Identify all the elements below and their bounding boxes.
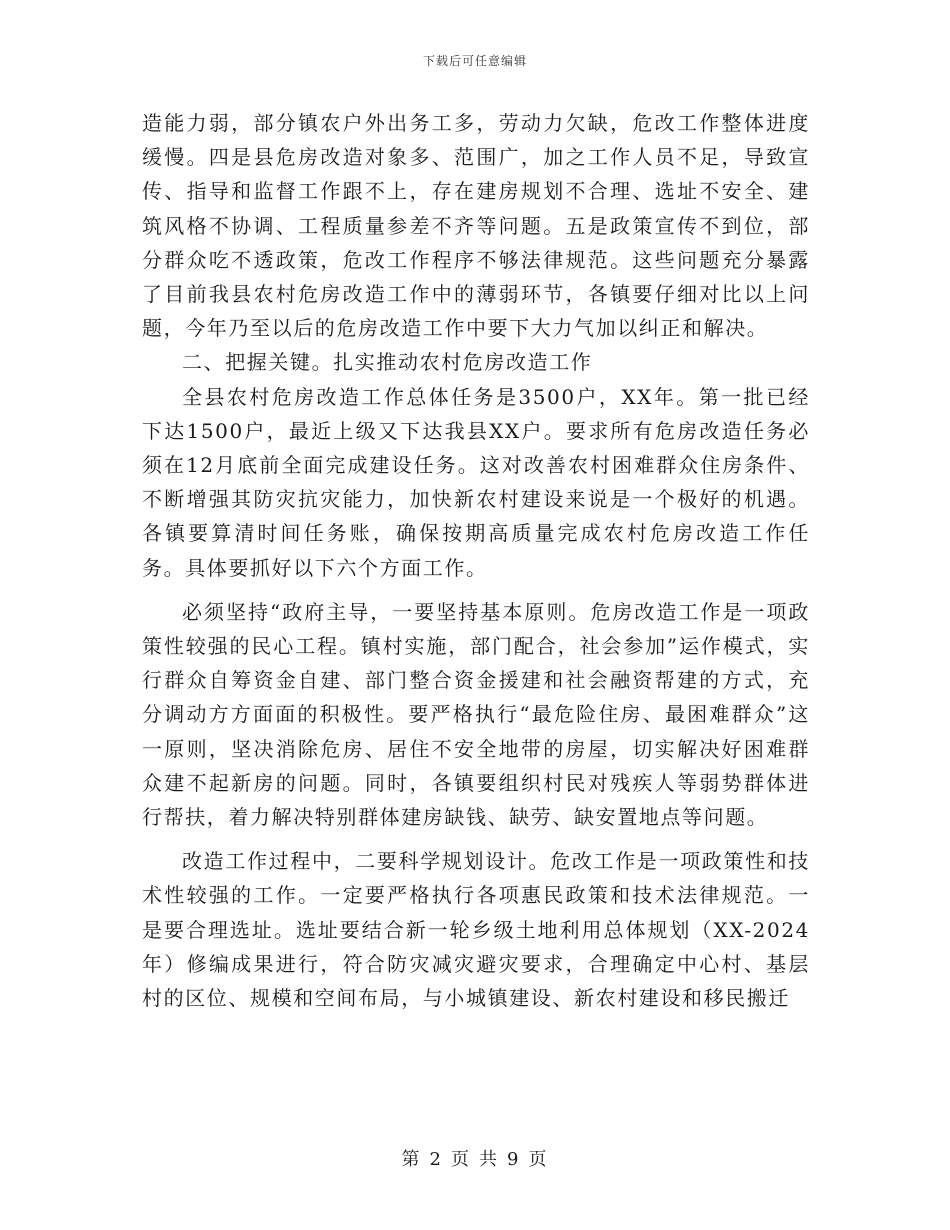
paragraph-planning-design: 改造工作过程中，二要科学规划设计。危改工作是一项政策性和技术性较强的工作。一定要严格执行各项惠民政策和技术法律规范。一是要合理选址。选址要结合新一轮乡级土地利用总体规划（XX-2024年）修编成果进行，符合防灾减灾避灾要求，合理确定中心村、基层村的区位、规模和空间布局，与小城镇建设、新农村建设和移民搬迁	[142, 849, 810, 1011]
footer-page-word: 页	[451, 1149, 471, 1170]
paragraph-continuation: 造能力弱，部分镇农户外出务工多，劳动力欠缺，危改工作整体进度缓慢。四是县危房改造对象多、范围广，加之工作人员不足，导致宣传、指导和监督工作跟不上，存在建房规划不合理、选址不安全、建筑风格不协调、工程质量参差不齐等问题。五是政策宣传不到位，部分群众吃不透政策，危改工作程序不够法律规范。这些问题充分暴露了目前我县农村危房改造工作中的薄弱环节，各镇要仔细对比以上问题，今年乃至以后的危房改造工作中要下大力气加以纠正和解决。	[142, 111, 810, 341]
section-heading: 二、把握关键。扎实推动农村危房改造工作	[182, 350, 593, 375]
paragraph-basic-principles: 必须坚持“政府主导，一要坚持基本原则。危房改造工作是一项政策性较强的民心工程。镇村实施，部门配合，社会参加”运作模式，实行群众自筹资金自建、部门整合资金援建和社会融资帮建的方式，充分调动方方面面的积极性。要严格执行“最危险住房、最困难群众”这一原则，坚决消除危房、居住不安全地带的房屋，切实解决好困难群众建不起新房的问题。同时，各镇要组织村民对残疾人等弱势群体进行帮扶，着力解决特别群体建房缺钱、缺劳、缺安置地点等问题。	[142, 599, 810, 830]
footer-prefix: 第	[401, 1149, 422, 1170]
page-footer	[0, 1145, 950, 1171]
footer-current-page: 2	[429, 1149, 443, 1170]
footer-total-pages: 9	[507, 1149, 521, 1170]
footer-suffix: 页	[528, 1149, 549, 1170]
page-header-note: 下载后可任意编辑	[422, 54, 527, 68]
document-body	[142, 106, 810, 1015]
paragraph-task-overview: 全县农村危房改造工作总体任务是3500户，XX年。第一批已经下达1500户，最近上级又下达我县XX户。要求所有危房改造任务必须在12月底前全面完成建设任务。这对改善农村困难群众住房条件、不断增强其防灾抗灾能力，加快新农村建设来说是一个极好的机遇。各镇要算清时间任务账，确保按期高质量完成农村危房改造工作任务。具体要抓好以下六个方面工作。	[142, 384, 810, 580]
footer-total-word: 共	[479, 1149, 499, 1170]
